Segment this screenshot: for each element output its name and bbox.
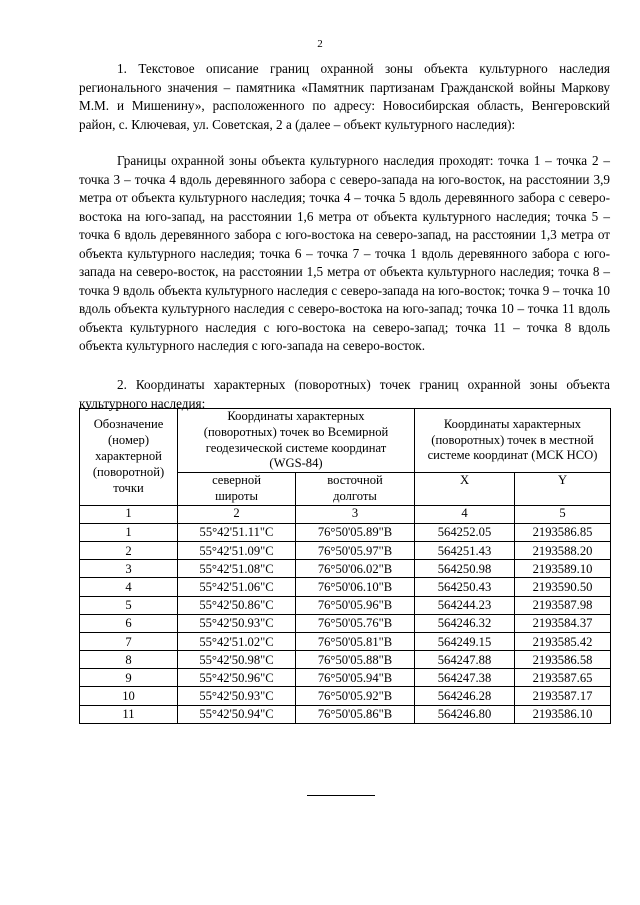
table-row xyxy=(80,669,611,687)
table-cell: 76°50'05.97"В xyxy=(296,541,415,559)
table-row xyxy=(80,560,611,578)
table-row xyxy=(80,523,611,541)
table-cell: 564246.32 xyxy=(415,614,515,632)
table-cell: 2193585.42 xyxy=(515,632,611,650)
column-number: 1 xyxy=(80,505,178,523)
table-cell: 7 xyxy=(80,632,178,650)
header-north-latitude: северной широты xyxy=(178,473,296,506)
table-cell: 55°42'50.98"С xyxy=(178,651,296,669)
table-cell: 11 xyxy=(80,705,178,723)
table-cell: 76°50'05.92"В xyxy=(296,687,415,705)
table-cell: 76°50'05.81"В xyxy=(296,632,415,650)
coordinates-table-body xyxy=(80,523,611,723)
table-cell: 564246.28 xyxy=(415,687,515,705)
column-number: 3 xyxy=(296,505,415,523)
table-cell: 564246.80 xyxy=(415,705,515,723)
table-cell: 2193586.10 xyxy=(515,705,611,723)
table-row xyxy=(80,651,611,669)
table-cell: 55°42'50.93"С xyxy=(178,687,296,705)
table-cell: 564247.88 xyxy=(415,651,515,669)
table-cell: 2193586.58 xyxy=(515,651,611,669)
paragraph-coordinates-intro: 2. Координаты характерных (поворотных) точек границ охранной зоны объекта культурного наследия: xyxy=(79,377,610,411)
table-cell: 564251.43 xyxy=(415,541,515,559)
table-cell: 76°50'05.86"В xyxy=(296,705,415,723)
table-cell: 55°42'50.93"С xyxy=(178,614,296,632)
table-cell: 2193587.17 xyxy=(515,687,611,705)
table-cell: 2193589.10 xyxy=(515,560,611,578)
table-cell: 2193588.20 xyxy=(515,541,611,559)
header-designation: Обозначение (номер) характерной (поворотной) точки xyxy=(80,409,178,506)
table-cell: 5 xyxy=(80,596,178,614)
table-cell: 76°50'05.88"В xyxy=(296,651,415,669)
table-cell: 55°42'50.94"С xyxy=(178,705,296,723)
table-cell: 55°42'50.96"С xyxy=(178,669,296,687)
header-x: X xyxy=(415,473,515,506)
table-row xyxy=(80,578,611,596)
table-row xyxy=(80,687,611,705)
table-row xyxy=(80,541,611,559)
column-numbers-row xyxy=(80,505,611,523)
column-number: 4 xyxy=(415,505,515,523)
table-cell: 564249.15 xyxy=(415,632,515,650)
table-cell: 76°50'05.96"В xyxy=(296,596,415,614)
table-cell: 564244.23 xyxy=(415,596,515,614)
separator-line xyxy=(307,795,375,796)
header-y: Y xyxy=(515,473,611,506)
table-cell: 2193587.98 xyxy=(515,596,611,614)
table-cell: 76°50'05.89"В xyxy=(296,523,415,541)
table-cell: 1 xyxy=(80,523,178,541)
table-cell: 55°42'51.09"С xyxy=(178,541,296,559)
table-cell: 2193587.65 xyxy=(515,669,611,687)
table-cell: 2193584.37 xyxy=(515,614,611,632)
table-cell: 4 xyxy=(80,578,178,596)
table-cell: 9 xyxy=(80,669,178,687)
table-cell: 55°42'50.86"С xyxy=(178,596,296,614)
table-cell: 55°42'51.08"С xyxy=(178,560,296,578)
table-cell: 10 xyxy=(80,687,178,705)
table-cell: 564247.38 xyxy=(415,669,515,687)
table-cell: 8 xyxy=(80,651,178,669)
table-cell: 6 xyxy=(80,614,178,632)
table-cell: 55°42'51.02"С xyxy=(178,632,296,650)
page-number: 2 xyxy=(317,38,323,50)
table-cell: 76°50'05.94"В xyxy=(296,669,415,687)
header-wgs84: Координаты характерных (поворотных) точек во Всемирной геодезической системе координат (WGS-84) xyxy=(178,409,415,473)
table-cell: 55°42'51.11"С xyxy=(178,523,296,541)
header-east-longitude: восточной долготы xyxy=(296,473,415,506)
table-row xyxy=(80,614,611,632)
table-row xyxy=(80,705,611,723)
table-cell: 76°50'06.02"В xyxy=(296,560,415,578)
column-number: 2 xyxy=(178,505,296,523)
table-cell: 76°50'06.10"В xyxy=(296,578,415,596)
table-cell: 76°50'05.76"В xyxy=(296,614,415,632)
table-cell: 3 xyxy=(80,560,178,578)
table-cell: 55°42'51.06"С xyxy=(178,578,296,596)
coordinates-table xyxy=(79,408,611,724)
table-cell: 2193590.50 xyxy=(515,578,611,596)
header-local: Координаты характерных (поворотных) точек в местной системе координат (МСК НСО) xyxy=(415,409,611,473)
table-cell: 564250.98 xyxy=(415,560,515,578)
paragraph-boundary-points: Границы охранной зоны объекта культурного наследия проходят: точка 1 – точка 2 – точка 3 – точка 4 вдоль деревянного забора с северо-запада на юго-восток, на расстоянии 3,9 метра от объекта культурного наследия; точка 4 – точка 5 вдоль деревянного забора с северо-востока на юго-запад, на расстоянии 1,6 метра от объекта культурного наследия; точка 5 – точка 6 вдоль деревянного забора с юго-востока на северо-запад, на расстоянии 1,3 метра от объекта культурного наследия; точка 6 – точка 7 – точка 1 вдоль деревянного забора с юго-запада на северо-восток, на расстоянии 1,5 метра от объекта культурного наследия; точка 8 – точка 9 вдоль объекта культурного наследия с северо-запада на юго-восток; точка 9 – точка 10 вдоль объекта культурного наследия с северо-востока на юго-запад; точка 10 – точка 11 вдоль объекта культурного наследия с юго-востока на северо-запад; точка 11 – точка 8 вдоль объекта культурного наследия с юго-запада на северо-восток. xyxy=(79,153,610,353)
table-row xyxy=(80,596,611,614)
table-row xyxy=(80,632,611,650)
table-cell: 564252.05 xyxy=(415,523,515,541)
table-cell: 2193586.85 xyxy=(515,523,611,541)
paragraph-boundary-description: 1. Текстовое описание границ охранной зоны объекта культурного наследия регионального значения – памятника «Памятник партизанам Гражданской войны Маркову М.М. и Мишенину», расположенного по адресу: Новосибирская область, Венгеровский район, с. Ключевая, ул. Советская, 2 а (далее – объект культурного наследия): xyxy=(79,61,610,132)
column-number: 5 xyxy=(515,505,611,523)
table-cell: 564250.43 xyxy=(415,578,515,596)
table-cell: 2 xyxy=(80,541,178,559)
